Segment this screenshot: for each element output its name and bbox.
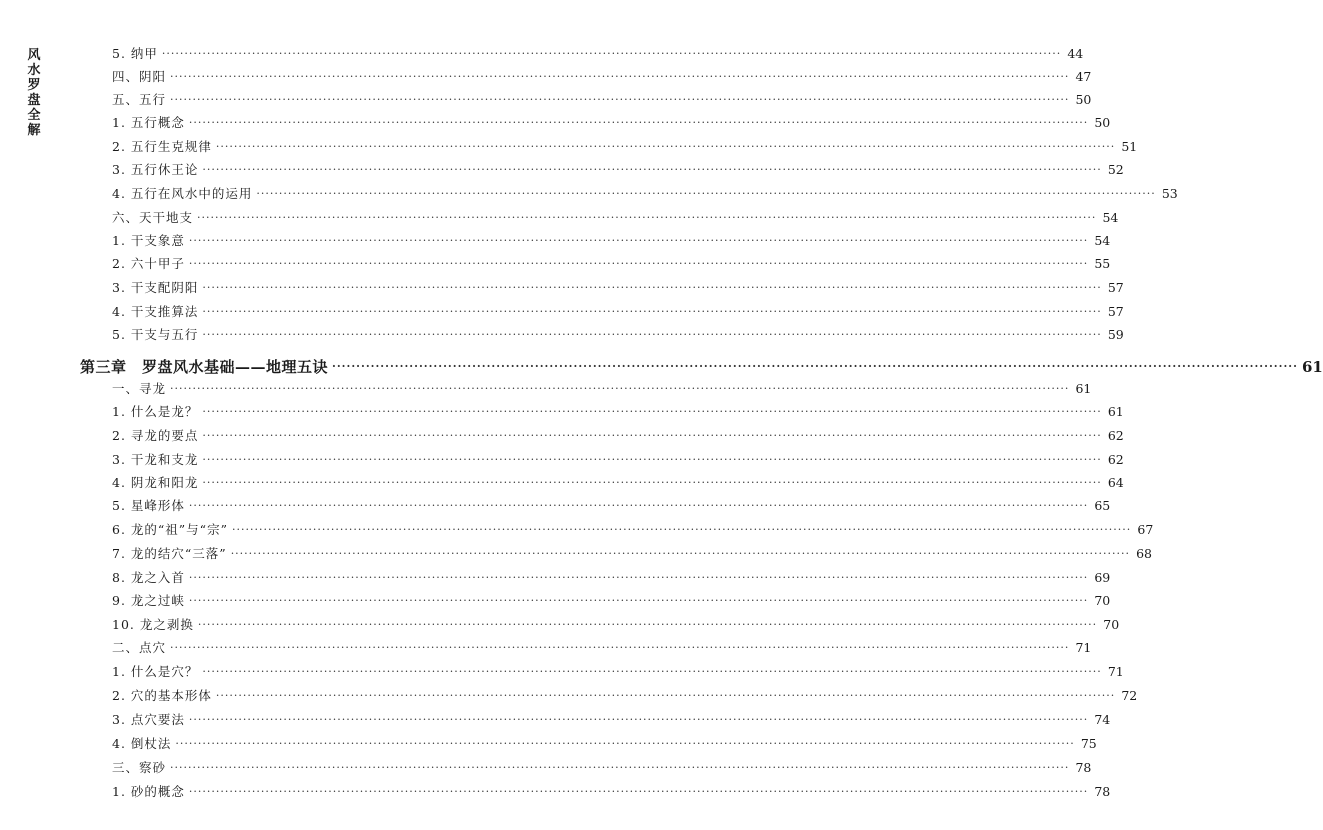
toc-entry-title: 4. 五行在风水中的运用 [112, 186, 253, 201]
toc-entry-page: 75 [1080, 736, 1097, 751]
toc-entry-page: 47 [1075, 69, 1092, 84]
toc-entry-page: 57 [1107, 304, 1124, 319]
toc-entry [112, 398, 1124, 420]
toc-section-entry [112, 204, 1119, 226]
toc-entry [112, 109, 1111, 131]
toc-section-entry [112, 634, 1092, 656]
toc-entry-page: 71 [1107, 664, 1124, 679]
toc-entry-title: 4. 干支推算法 [112, 304, 199, 319]
dot-leader: ········································································································································································································ [202, 163, 1102, 176]
toc-entry-page: 72 [1121, 688, 1138, 703]
toc-entry-title: 8. 龙之入首 [112, 570, 185, 585]
dot-leader: ········································································································································································································ [170, 93, 1070, 106]
toc-entry-title: 2. 穴的基本形体 [112, 688, 212, 703]
toc-entry-title: 2. 六十甲子 [112, 256, 185, 271]
toc-entry [112, 540, 1153, 562]
dot-leader: ········································································································································································································ [231, 523, 1132, 536]
toc-entry-title: 第三章 罗盘风水基础——地理五诀 [80, 358, 329, 376]
running-side-title: 风水罗盘全解 [27, 48, 41, 138]
dot-leader: ········································································································································································································ [188, 234, 1089, 247]
toc-entry-title: 1. 砂的概念 [112, 784, 185, 799]
toc-entry-title: 1. 五行概念 [112, 115, 185, 130]
toc-entry-page: 61 [1301, 358, 1323, 376]
toc-entry-page: 62 [1107, 452, 1124, 467]
dot-leader: ········································································································································································································ [202, 429, 1102, 442]
toc-entry-page: 59 [1107, 327, 1124, 342]
toc-entry [112, 274, 1124, 296]
toc-entry-title: 6. 龙的“祖”与“宗” [112, 522, 228, 537]
toc-entry-page: 70 [1094, 593, 1111, 608]
toc-entry-page: 61 [1107, 404, 1124, 419]
toc-entry-page: 62 [1107, 428, 1124, 443]
toc-entry [112, 156, 1124, 178]
toc-entry-page: 78 [1075, 760, 1092, 775]
dot-leader: ········································································································································································································ [170, 641, 1070, 654]
toc-entry-title: 4. 倒杖法 [112, 736, 172, 751]
toc-entry-page: 67 [1137, 522, 1154, 537]
dot-leader: ········································································································································································································ [188, 785, 1089, 798]
dot-leader: ········································································································································································································ [197, 211, 1097, 224]
toc-entry [112, 180, 1178, 202]
toc-entry-page: 61 [1075, 381, 1092, 396]
toc-entry [112, 422, 1124, 444]
toc-entry-title: 六、天干地支 [112, 210, 194, 225]
dot-leader: ········································································································································································································ [175, 737, 1075, 750]
toc-entry-page: 64 [1107, 475, 1124, 490]
toc-entry-page: 68 [1136, 546, 1153, 561]
dot-leader: ········································································································································································································ [202, 305, 1102, 318]
dot-leader: ········································································································································································································ [215, 689, 1116, 702]
dot-leader: ········································································································································································································ [188, 713, 1089, 726]
dot-leader: ········································································································································································································ [188, 257, 1089, 270]
toc-entry-title: 10. 龙之剥换 [112, 617, 194, 632]
toc-section-entry [112, 375, 1092, 397]
toc-entry [112, 516, 1154, 538]
toc-entry-page: 74 [1094, 712, 1111, 727]
toc-entry-title: 1. 什么是龙？ [112, 404, 199, 419]
toc-entry [112, 446, 1124, 468]
dot-leader: ········································································································································································································ [230, 547, 1131, 560]
dot-leader: ········································································································································································································ [202, 476, 1102, 489]
toc-entry-page: 65 [1094, 498, 1111, 513]
toc-entry [112, 492, 1111, 514]
toc-entry-title: 五、五行 [112, 92, 167, 107]
dot-leader: ········································································································································································································ [197, 618, 1098, 631]
toc-entry [112, 321, 1124, 343]
dot-leader: ········································································································································································································ [170, 382, 1070, 395]
toc-entry-page: 55 [1094, 256, 1111, 271]
toc-entry [112, 658, 1124, 680]
dot-leader: ········································································································································································································ [161, 47, 1062, 60]
toc-entry [112, 587, 1111, 609]
toc-entry-page: 44 [1067, 46, 1084, 61]
toc-entry [112, 40, 1084, 62]
toc-entry [112, 469, 1124, 491]
toc-entry-page: 50 [1075, 92, 1092, 107]
dot-leader: ········································································································································································································ [188, 594, 1089, 607]
toc-entry-title: 1. 什么是穴？ [112, 664, 199, 679]
toc-entry-page: 53 [1161, 186, 1178, 201]
toc-entry-title: 4. 阴龙和阳龙 [112, 475, 199, 490]
toc-entry-title: 2. 寻龙的要点 [112, 428, 199, 443]
toc-entry-page: 70 [1103, 617, 1120, 632]
toc-entry-title: 三、察砂 [112, 760, 167, 775]
toc-entry-page: 52 [1107, 162, 1124, 177]
dot-leader: ········································································································································································································ [188, 571, 1089, 584]
toc-entry [112, 682, 1138, 704]
toc-entry-title: 3. 干龙和支龙 [112, 452, 199, 467]
toc-entry-page: 69 [1094, 570, 1111, 585]
toc-entry-title: 5. 星峰形体 [112, 498, 185, 513]
dot-leader: ········································································································································································································ [202, 328, 1102, 341]
dot-leader: ········································································································································································································ [170, 70, 1070, 83]
toc-entry-title: 二、点穴 [112, 640, 167, 655]
toc-entry [112, 298, 1124, 320]
dot-leader: ········································································································································································································ [202, 281, 1102, 294]
toc-entry-page: 78 [1094, 784, 1111, 799]
toc-entry [112, 778, 1111, 800]
toc-section-entry [112, 754, 1092, 776]
toc-entry-title: 1. 干支象意 [112, 233, 185, 248]
toc-entry [112, 611, 1120, 633]
dot-leader: ········································································································································································································ [188, 499, 1089, 512]
dot-leader: ········································································································································································································ [256, 187, 1156, 200]
toc-entry-page: 71 [1075, 640, 1092, 655]
toc-entry-title: 7. 龙的结穴“三落” [112, 546, 227, 561]
toc-entry-title: 5. 干支与五行 [112, 327, 199, 342]
toc-entry-title: 3. 点穴要法 [112, 712, 185, 727]
toc-entry [112, 730, 1097, 752]
toc-entry-page: 51 [1121, 139, 1138, 154]
toc-entry-page: 57 [1107, 280, 1124, 295]
toc-entry [112, 706, 1111, 728]
dot-leader: ········································································································································································································ [202, 453, 1102, 466]
dot-leader: ········································································································································································································ [332, 360, 1298, 373]
toc-entry-page: 54 [1102, 210, 1119, 225]
toc-section-entry [112, 63, 1092, 85]
dot-leader: ········································································································································································································ [188, 116, 1089, 129]
toc-entry-page: 54 [1094, 233, 1111, 248]
toc-entry-title: 3. 干支配阴阳 [112, 280, 199, 295]
dot-leader: ········································································································································································································ [202, 665, 1102, 678]
toc-entry-title: 9. 龙之过峡 [112, 593, 185, 608]
dot-leader: ········································································································································································································ [202, 405, 1102, 418]
toc-entry [112, 133, 1138, 155]
toc-entry-title: 一、寻龙 [112, 381, 167, 396]
dot-leader: ········································································································································································································ [170, 761, 1070, 774]
toc-chapter-entry [80, 349, 1323, 376]
dot-leader: ········································································································································································································ [215, 140, 1116, 153]
toc-entry [112, 227, 1111, 249]
toc-entry-title: 四、阴阳 [112, 69, 167, 84]
toc-entry-title: 3. 五行休王论 [112, 162, 199, 177]
toc-entry [112, 564, 1111, 586]
toc-entry-title: 2. 五行生克规律 [112, 139, 212, 154]
toc-entry [112, 250, 1111, 272]
toc-entry-title: 5. 纳甲 [112, 46, 158, 61]
toc-entry-page: 50 [1094, 115, 1111, 130]
toc-section-entry [112, 86, 1092, 108]
